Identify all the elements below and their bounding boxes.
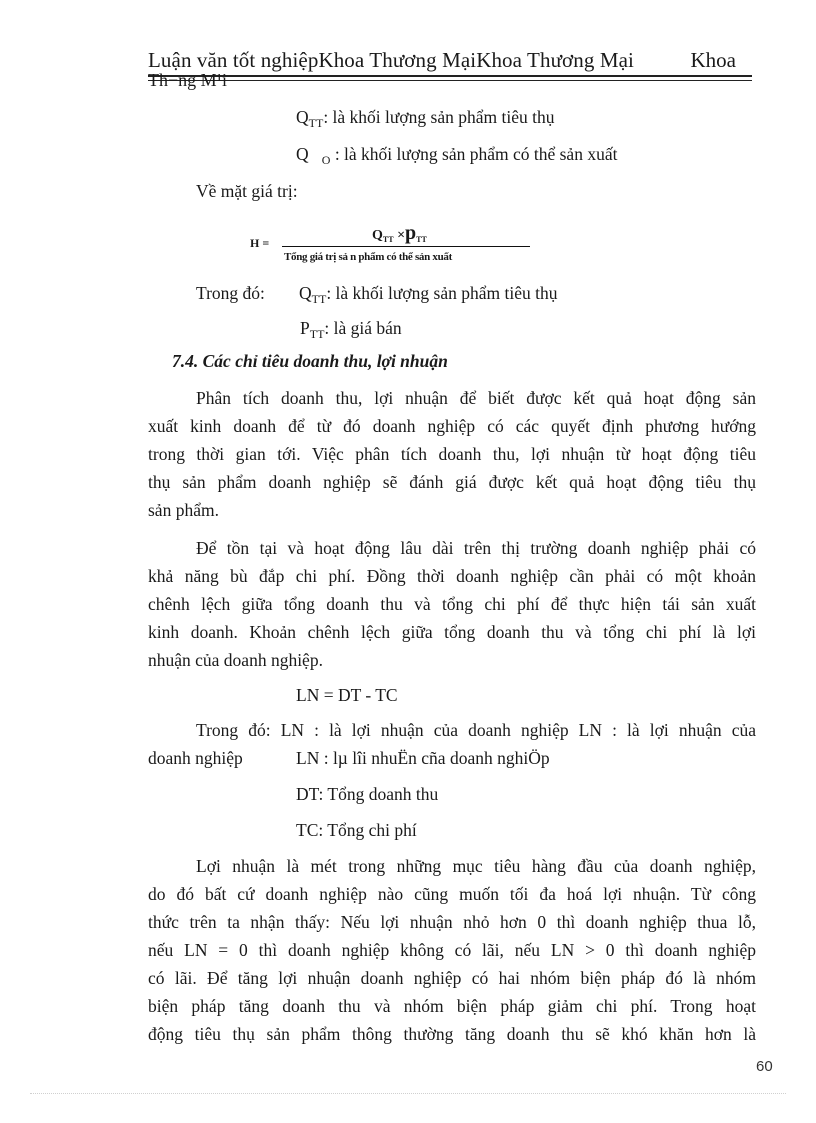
header-title: Luận văn tốt nghiệpKhoa Thương MạiKhoa Thương Mại	[148, 48, 634, 72]
para1-line: thụ sản phẩm doanh nghiệp sẽ đánh giá được kết quả hoạt động tiêu thụ	[148, 472, 756, 492]
subscript-tt: TT	[311, 292, 327, 306]
para3-line: thức trên ta nhận thấy: Nếu lợi nhuận nhỏ hơn 0 thì doanh nghiệp thua lỗ,	[148, 912, 756, 932]
para1-line: sản phẩm.	[148, 500, 219, 520]
para2-line: Để tồn tại và hoạt động lâu dài trên thị trường doanh nghiệp phải có	[196, 538, 756, 558]
definitions-line-2b: LN : lµ lîi nhuËn cña doanh nghiÖp	[296, 748, 550, 768]
formula-numerator	[372, 222, 427, 245]
para1-line: trong thời gian tới. Việc phân tích doanh thu, lợi nhuận từ hoạt động tiêu	[148, 444, 756, 464]
page-header	[148, 48, 752, 88]
para2-line: kinh doanh. Khoản chênh lệch giữa tổng doanh thu và tổng chi phí là lợi	[148, 622, 756, 642]
q0-definition-text: : là khối lượng sản phẩm có thể sản xuất	[334, 144, 618, 164]
header-rule-thin	[148, 80, 752, 81]
para2-line: khả năng bù đắp chi phí. Đồng thời doanh nghiệp cần phải có một khoản	[148, 566, 756, 586]
definitions-line-1: Trong đó: LN : là lợi nhuận của doanh nghiệp LN : là lợi nhuận của	[196, 720, 756, 740]
definition-tc: TC: Tổng chi phí	[296, 820, 417, 840]
ptt-definition	[300, 317, 402, 345]
subscript-tt: TT	[309, 327, 325, 341]
para3-line: nếu LN = 0 thì doanh nghiệp không có lãi, nếu LN > 0 thì doanh nghiệp	[148, 940, 756, 960]
fraction-bar	[282, 246, 530, 247]
symbol-q: Q	[299, 283, 312, 303]
para3-line: động tiêu thụ sản phẩm thông thường tăng doanh thu sẽ khó khăn hơn là	[148, 1024, 756, 1044]
subscript-o: O	[321, 153, 331, 167]
formula-num-q: Q	[372, 228, 383, 243]
para1-line: Phân tích doanh thu, lợi nhuận để biết được kết quả hoạt động sản	[196, 388, 756, 408]
para3-line: do đó bất cứ doanh nghiệp nào cũng muốn tối đa hoá lợi nhuận. Từ công	[148, 884, 756, 904]
definitions-line-2a: doanh nghiệp	[148, 748, 243, 768]
symbol-q: Q	[296, 144, 309, 164]
qtt-definition-text: : là khối lượng sản phẩm tiêu thụ	[323, 107, 555, 127]
footer-divider	[30, 1093, 786, 1094]
value-label: Về mặt giá trị:	[196, 181, 298, 201]
para2-line: chênh lệch giữa tổng doanh thu và tổng chi phí để thực hiện tái sản xuất	[148, 594, 756, 614]
page-number: 60	[756, 1058, 773, 1075]
para3-line: biện pháp tăng doanh thu và nhóm biện pháp giảm chi phí. Trong hoạt	[148, 996, 756, 1016]
definition-dt: DT: Tổng doanh thu	[296, 784, 439, 804]
q0-definition	[296, 143, 617, 171]
header-right-text: Khoa	[690, 48, 736, 72]
header-second-line: Th−ng M¹i	[148, 70, 228, 90]
ptt-definition-text: : là giá bán	[324, 318, 402, 338]
para1-line: xuất kinh doanh để từ đó doanh nghiệp có các quyết định phương hướng	[148, 416, 756, 436]
formula-num-sub-1: TT	[382, 235, 394, 244]
symbol-p: P	[300, 318, 310, 338]
formula	[250, 222, 540, 268]
qtt-definition	[296, 106, 554, 134]
header-rule-thick	[148, 75, 752, 77]
section-heading: 7.4. Các chỉ tiêu doanh thu, lợi nhuận	[172, 351, 448, 371]
formula-denominator: Tổng giá trị sả n phẩm có thể sản xuất	[284, 251, 452, 263]
trong-do-label-1: Trong đó:	[196, 283, 265, 303]
formula-times: ×	[397, 228, 406, 243]
subscript-tt: TT	[308, 116, 324, 130]
formula-lhs: H =	[250, 236, 270, 250]
formula-num-sub-2: TT	[416, 235, 427, 244]
para3-line: có lãi. Để tăng lợi nhuận doanh nghiệp có hai nhóm biện pháp đó là nhóm	[148, 968, 756, 988]
equation: LN = DT - TC	[296, 685, 398, 705]
para3-line: Lợi nhuận là mét trong những mục tiêu hàng đầu của doanh nghiệp,	[196, 856, 756, 876]
symbol-q: Q	[296, 107, 309, 127]
para2-line: nhuận của doanh nghiệp.	[148, 650, 323, 670]
qtt-definition-2-text: : là khối lượng sản phẩm tiêu thụ	[326, 283, 558, 303]
formula-num-p: p	[405, 222, 417, 244]
qtt-definition-2	[299, 282, 557, 310]
